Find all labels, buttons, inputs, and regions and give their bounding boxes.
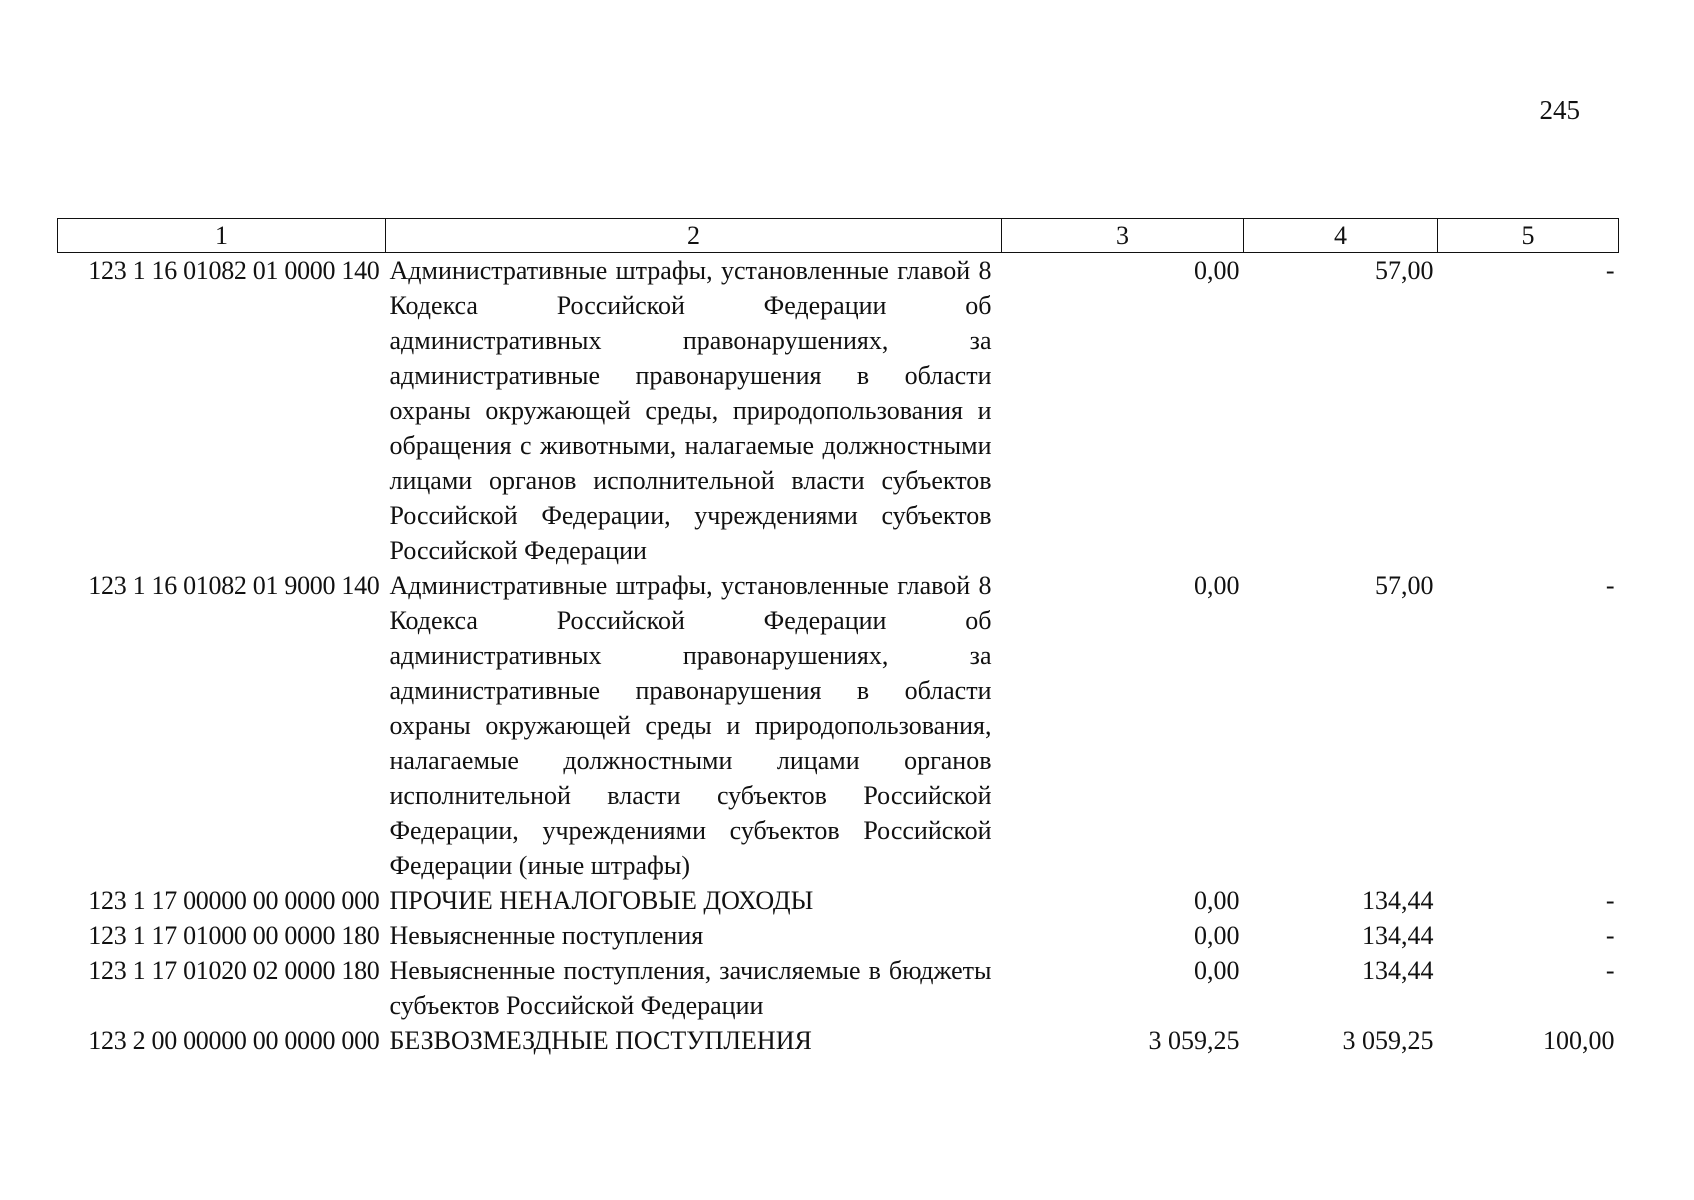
column-header-4: 4 bbox=[1244, 219, 1438, 253]
table-row bbox=[58, 883, 1619, 918]
table-row bbox=[58, 568, 1619, 883]
budget-table bbox=[57, 218, 1619, 1058]
table-body bbox=[58, 253, 1619, 1059]
budget-code-cell: 123 1 17 01020 02 0000 180 bbox=[88, 956, 380, 985]
column-3-value: 3 059,25 bbox=[1148, 1026, 1240, 1055]
column-header-5: 5 bbox=[1438, 219, 1619, 253]
page-number: 245 bbox=[1539, 95, 1580, 125]
column-header-3: 3 bbox=[1002, 219, 1244, 253]
item-name-cell: Административные штрафы, установленные главой 8 Кодекса Российской Федерации об административных правонарушениях, за административные правонарушения в области охраны окружающей среды и природопользования, налагаемые должностными лицами органов исполнительной власти субъектов Российской Федерации, учреждениями субъектов Российской Федерации (иные штрафы) bbox=[389, 571, 992, 880]
item-name-cell: ПРОЧИЕ НЕНАЛОГОВЫЕ ДОХОДЫ bbox=[389, 886, 814, 915]
column-3-value: 0,00 bbox=[1194, 956, 1240, 985]
column-header-1: 1 bbox=[58, 219, 386, 253]
column-4-value: 57,00 bbox=[1375, 256, 1434, 285]
column-3-value: 0,00 bbox=[1194, 571, 1240, 600]
column-5-value: 100,00 bbox=[1543, 1026, 1615, 1055]
table-row bbox=[58, 1023, 1619, 1058]
column-5-value: - bbox=[1605, 886, 1615, 915]
budget-code-cell: 123 1 17 00000 00 0000 000 bbox=[88, 886, 380, 915]
item-name-cell: Невыясненные поступления bbox=[389, 921, 704, 950]
column-header-2: 2 bbox=[386, 219, 1002, 253]
table-row bbox=[58, 918, 1619, 953]
column-3-value: 0,00 bbox=[1194, 256, 1240, 285]
item-name-cell: Невыясненные поступления, зачисляемые в бюджеты субъектов Российской Федерации bbox=[389, 956, 992, 1020]
table-row bbox=[58, 953, 1619, 1023]
column-3-value: 0,00 bbox=[1194, 886, 1240, 915]
column-4-value: 134,44 bbox=[1362, 921, 1434, 950]
item-name-cell: БЕЗВОЗМЕЗДНЫЕ ПОСТУПЛЕНИЯ bbox=[389, 1026, 812, 1055]
budget-code-cell: 123 1 16 01082 01 0000 140 bbox=[88, 256, 380, 285]
column-5-value: - bbox=[1605, 956, 1615, 985]
column-4-value: 134,44 bbox=[1362, 886, 1434, 915]
item-name-cell: Административные штрафы, установленные главой 8 Кодекса Российской Федерации об административных правонарушениях, за административные правонарушения в области охраны окружающей среды, природопользования и обращения с животными, налагаемые должностными лицами органов исполнительной власти субъектов Российской Федерации, учреждениями субъектов Российской Федерации bbox=[389, 256, 992, 565]
column-3-value: 0,00 bbox=[1194, 921, 1240, 950]
column-4-value: 134,44 bbox=[1362, 956, 1434, 985]
column-4-value: 3 059,25 bbox=[1342, 1026, 1434, 1055]
table-header bbox=[58, 219, 1619, 253]
budget-code-cell: 123 1 17 01000 00 0000 180 bbox=[88, 921, 380, 950]
table-row bbox=[58, 253, 1619, 569]
column-5-value: - bbox=[1605, 921, 1615, 950]
budget-code-cell: 123 1 16 01082 01 9000 140 bbox=[88, 571, 380, 600]
budget-code-cell: 123 2 00 00000 00 0000 000 bbox=[88, 1026, 380, 1055]
header-row bbox=[58, 219, 1619, 253]
column-4-value: 57,00 bbox=[1375, 571, 1434, 600]
column-5-value: - bbox=[1605, 571, 1615, 600]
column-5-value: - bbox=[1605, 256, 1615, 285]
